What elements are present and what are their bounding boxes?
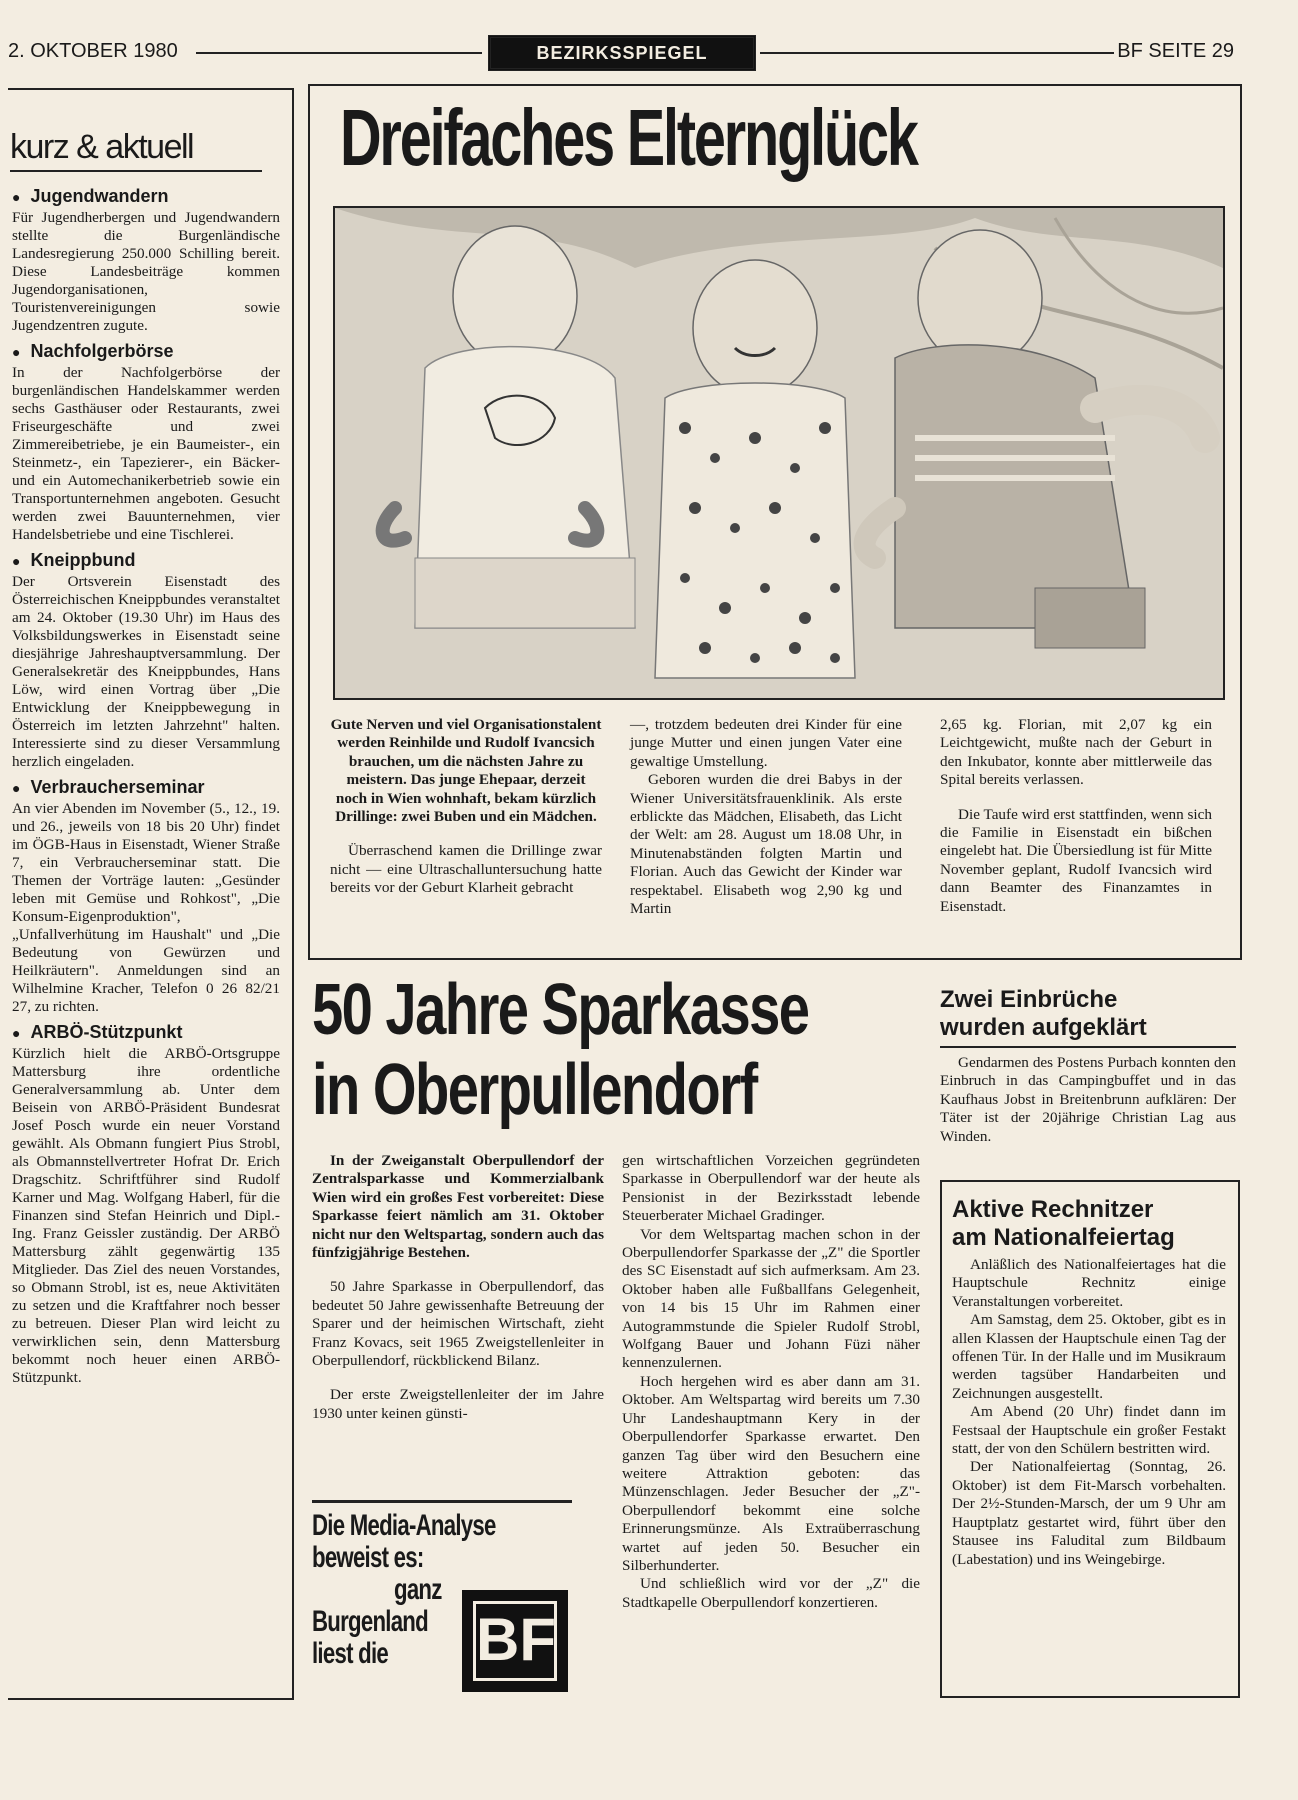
ad-top-rule [312,1500,572,1503]
sidebar-item-kneippbund [12,550,280,771]
item-text: Für Jugendherbergen und Jugendwandern stellte die Burgenländische Landesregierung 250.000 Schilling bereit. Diese Landesbeiträge kommen Jugendorganisationen, Touristenvereinigungen sowie Jugendzentren zugute. [12,209,280,334]
item-text: An vier Abenden im November (5., 12., 19. und 26., jeweils von 18 bis 20 Uhr) findet im ÖGB-Haus in Eisenstadt, Wiener Straße 7, ein Verbraucherseminar statt. Die Themen der Vorträge lauten: „Gesünder leben mit Gemüse und Rohkost", „Die Konsum-Eigenproduktion", „Unfallverhütung im Haushalt" und „Die Bedeutung von Gewürzen und Heilkräutern". Anmeldungen sind an Wilhelmine Kracher, Telefon 0 26 82/21 27, zu richten. [12,800,280,1015]
rechnitzer-article [952,1196,1226,1569]
ad-line-3: ganz [394,1573,442,1606]
page-number: BF SEITE 29 [1117,40,1234,62]
einbrueche-headline-1: Zwei Einbrüche [940,986,1118,1013]
einbrueche-text: Gendarmen des Postens Purbach konnten den Einbruch in das Campingbuffet und in das Kaufhaus Jobst in Breitenbrunn aufklären: Der Täter ist der 20jährige Christian Lag aus Winden. [940,1054,1236,1145]
rechnitzer-headline-2: am Nationalfeiertag [952,1224,1175,1251]
ad-line-2: beweist es: [312,1541,424,1574]
sparkasse-p4: Vor dem Weltspartag machen schon in der Oberpullendorfer Sparkasse der „Z" die Sportler des SC Eisenstadt auf sich aufmerksam. Am 23. Oktober haben alle Fußballfans Gelegenheit, von 14 bis 15 Uhr im Rahmen einer Autogrammstunde die Spieler Rudolf Strobl, Wolfgang Bauer und Johann Füzi näher kennenzulernen. [622,1225,920,1372]
sidebar-item-nachfolgerboerse [12,341,280,544]
ad-line-1: Die Media-Analyse [312,1509,496,1542]
rechnitzer-headline-1: Aktive Rechnitzer [952,1196,1154,1223]
issue-date: 2. OKTOBER 1980 [8,40,178,62]
item-heading: ● Verbraucherseminar [12,777,280,798]
header-rule-left [196,52,482,54]
item-text: In der Nachfolgerbörse der burgenländischen Handelskammer werden sechs Gasthäuser oder Restaurants, zwei Friseurgeschäfte und zwei Zimmereibetriebe, je ein Baumeister-, ein Steinmetz-, ein Tapezierer-, ein Bäcker- und ein Automechanikerbetrieb sowie ein Transportunternehmen angeboten. Gesucht werden zwei Bauunternehmen, vier Handelsbetriebe und eine Tischlerei. [12,364,280,543]
item-heading: ● Nachfolgerbörse [12,341,280,362]
sparkasse-headline-line1: 50 Jahre Sparkasse [312,970,809,1050]
item-heading: ● Jugendwandern [12,186,280,207]
einbrueche-headline-2: wurden aufgeklärt [940,1014,1147,1041]
sparkasse-lead: In der Zweiganstalt Oberpullendorf der Zentralsparkasse und Kommerzialbank Wien wird ein großes Fest vorbereitet: Diese Sparkasse feiert nämlich am 31. Oktober nicht nur den Weltspartag, sondern auch das fünfzigjährige Bestehen. [312,1152,604,1262]
triplets-col-1 [330,716,602,898]
sparkasse-p1: 50 Jahre Sparkasse in Oberpullendorf, das bedeutet 50 Jahre gewissenhafte Betreuung der Sparer und der heimischen Wirtschaft, zieht Franz Kovacs, seit 1965 Zweigstellenleiter in Oberpullendorf, rückblickend Bilanz. [312,1278,604,1370]
ad-line-4: Burgenland [312,1605,428,1638]
triplets-photo [333,206,1225,700]
rechnitzer-p3: Am Abend (20 Uhr) findet dann im Festsaal der Hauptschule ein großer Festakt statt, der von den Schülern bestritten wird. [952,1403,1226,1458]
sidebar-items [12,180,280,1387]
triplets-p3: Geboren wurden die drei Babys in der Wiener Universitätsfrauenklinik. Als erste erblickte das Mädchen, Elisabeth, das Licht der Welt: am 28. August um 18.08 Uhr, in Minutenabständen folgten Martin und Florian. Auch das Gewicht der Kinder war respektabel. Elisabeth wog 2,90 kg und Martin [630,771,902,918]
bf-logo [462,1590,568,1692]
section-label: BEZIRKSSPIEGEL [488,35,756,71]
sparkasse-p2: Der erste Zweigstellenleiter der im Jahre 1930 unter keinen günsti- [312,1386,604,1422]
sparkasse-headline [312,970,808,1130]
sidebar-item-verbraucherseminar [12,777,280,1016]
item-heading: ● Kneippbund [12,550,280,571]
rechnitzer-p2: Am Samstag, dem 25. Oktober, gibt es in allen Klassen der Hauptschule einen Tag der offenen Tür. In der Halle und im Musikraum werden tagsüber Handarbeiten und Zeichnungen ausgestellt. [952,1311,1226,1402]
einbrueche-rule [940,1046,1236,1048]
item-text: Der Ortsverein Eisenstadt des Österreichischen Kneippbundes veranstaltet am 24. Oktober (19.30 Uhr) im Haus des Volksbildungswerkes in Eisenstadt seine diesjährige Jahreshauptversammlung. Der Generalsekretär des Kneippbundes, Hans Löw, wird einen Vortrag über „Die Entwicklung der Kneippbewegung in Österreich im letzten Jahrzehnt" halten. Interessierte sind zu dieser Versammlung herzlich eingeladen. [12,573,280,770]
triplets-col-3 [940,716,1212,916]
item-text: Kürzlich hielt die ARBÖ-Ortsgruppe Mattersburg ihre ordentliche Generalversammlung ab. Unter dem Beisein von ARBÖ-Präsident Bundesrat Josef Posch wurde ein neuer Vorstand gewählt. Als Obmann fungiert Pius Strobl, als Obmannstellvertreter Hofrat Dr. Erich Dragschitz. Schriftführer sind Rudolf Karner und Mag. Wolfgang Haberl, für die Finanzen sind Stefan Heinrich und Dipl.-Ing. Franz Geissler zuständig. Der ARBÖ Mattersburg zählt gegenwärtig 135 Mitglieder. Das Ziel des neuen Vorstandes, so Obmann Strobl, ist es, neue Aktivitäten zu setzen und die Kraftfahrer noch besser zu betreuen. Dieser Plan wird leicht zu verwirklichen sein, denn Mattersburg bekommt noch heuer einen ARBÖ-Stützpunkt. [12,1045,280,1386]
triplets-p4: 2,65 kg. Florian, mit 2,07 kg ein Leichtgewicht, mußte nach der Geburt in den Inkubator, konnte aber mittlerweile das Spital bereits verlassen. [940,716,1212,789]
triplets-lead: Gute Nerven und viel Organisationstalent werden Reinhilde und Rudolf Ivancsich brauchen, um die nächsten Jahre zu meistern. Das junge Ehepaar, derzeit noch in Wien wohnhaft, bekam kürzlich Drillinge: zwei Buben und ein Mädchen. [330,716,602,826]
sparkasse-col-2 [622,1152,920,1612]
sparkasse-col-1 [312,1152,604,1423]
triplets-col-2 [630,716,902,918]
einbrueche-article [940,986,1236,1146]
sidebar-item-jugendwandern [12,186,280,335]
triplets-headline: Dreifaches Elternglück [340,93,917,182]
sparkasse-p5: Hoch hergehen wird es aber dann am 31. Oktober. Am Weltspartag wird bereits um 7.30 Uhr Landeshauptmann Kery in der Oberpullendorfer Sparkasse erwartet. Den ganzen Tag über wird den Besuchern eine weitere Attraktion geboten: das Münzenschlagen. Jeder Besucher der „Z"-Oberpullendorf bekommt eine solche Erinnerungsmünze. Als Extraüberraschung wartet auf jeden 50. Besucher ein Silberhunderter. [622,1372,920,1574]
triplets-p1: Überraschend kamen die Drillinge zwar nicht — eine Ultraschalluntersuchung hatte bereits vor der Geburt Klarheit gebracht [330,842,602,897]
bf-logo-text: BF [473,1601,557,1681]
ad-line-5: liest die [312,1637,389,1670]
sidebar-item-arboe [12,1022,280,1387]
rechnitzer-p4: Der Nationalfeiertag (Sonntag, 26. Oktober) ist dem Fit-Marsch vorbehalten. Der 2½-Stunden-Marsch, der um 9 Uhr am Hauptplatz gestartet wird, führt über den Stausee ins Faludital zum Bildbaum (Labestation) und ins Weingebirge. [952,1458,1226,1568]
rechnitzer-p1: Anläßlich des Nationalfeiertages hat die Hauptschule Rechnitz einige Veranstaltungen vorbereitet. [952,1256,1226,1310]
triplets-p2: —, trotzdem bedeuten drei Kinder für eine junge Mutter und einen jungen Vater eine gewaltige Umstellung. [630,716,902,770]
header-rule-right [760,52,1114,54]
sparkasse-headline-line2: in Oberpullendorf [312,1050,757,1130]
sparkasse-p3: gen wirtschaftlichen Vorzeichen gegründeten Sparkasse in Oberpullendorf war der heute als Pensionist in der Bezirksstadt lebende Steuerberater Michael Gradinger. [622,1152,920,1225]
babies-illustration [335,208,1223,698]
triplets-p5: Die Taufe wird erst stattfinden, wenn sich die Familie in Eisenstadt ein bißchen eingelebt hat. Die Übersiedlung ist für Mitte November geplant, Rudolf Ivancsich wird dann Beamter des Finanzamtes in Eisenstadt. [940,805,1212,915]
sidebar-title: kurz & aktuell [10,128,194,166]
sidebar-title-rule [10,170,262,172]
item-heading: ● ARBÖ-Stützpunkt [12,1022,280,1043]
sparkasse-p6: Und schließlich wird vor der „Z" die Stadtkapelle Oberpullendorf konzertieren. [622,1575,920,1611]
